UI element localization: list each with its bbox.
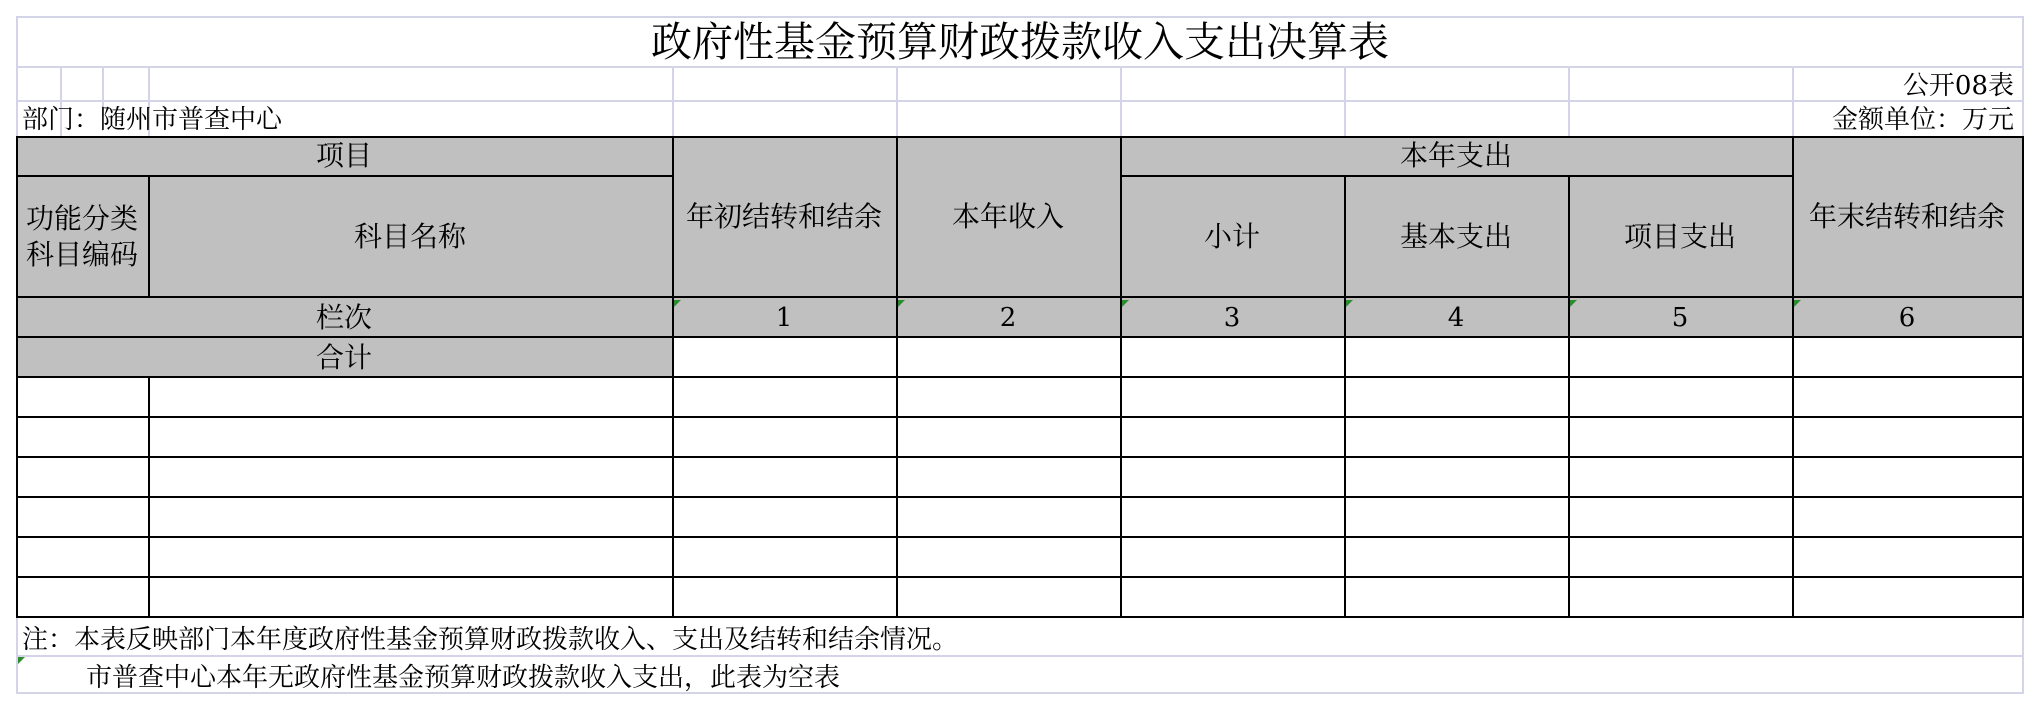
empty-statement: 市普查中心本年无政府性基金预算财政拨款收入支出，此表为空表 <box>86 663 841 693</box>
cell-flag-icon <box>898 300 905 307</box>
table-border <box>16 175 672 177</box>
table-border <box>16 416 2024 418</box>
department-label: 部门：随州市普查中心 <box>22 105 283 135</box>
table-border <box>148 378 150 618</box>
income-header: 本年收入 <box>951 200 1064 233</box>
table-border <box>1568 176 1570 618</box>
basic-expense-header: 基本支出 <box>1399 220 1512 253</box>
begin-balance-header: 年初结转和结余 <box>685 200 882 233</box>
cell-flag-icon <box>18 657 25 664</box>
table-note: 注：本表反映部门本年度政府性基金预算财政拨款收入、支出及结转和结余情况。 <box>22 625 959 655</box>
project-expense-header: 项目支出 <box>1623 220 1736 253</box>
table-border <box>1344 176 1346 618</box>
table-border <box>16 376 2024 378</box>
cell-flag-icon <box>1794 300 1801 307</box>
table-border <box>16 616 2024 618</box>
total-row-label: 合计 <box>315 341 372 374</box>
function-code-header: 功能分类 科目编码 <box>25 202 138 271</box>
table-border <box>16 136 18 618</box>
subtotal-header: 小计 <box>1203 220 1260 253</box>
column-number: 1 <box>775 303 793 333</box>
expense-group-header: 本年支出 <box>1399 139 1512 172</box>
table-border <box>16 576 2024 578</box>
table-border <box>16 296 2024 298</box>
column-number: 2 <box>999 303 1017 333</box>
column-number: 3 <box>1223 303 1241 333</box>
table-border <box>16 536 2024 538</box>
table-border <box>16 336 2024 338</box>
table-border <box>16 456 2024 458</box>
table-border <box>16 136 2024 138</box>
table-border <box>1792 136 1794 618</box>
project-header: 项目 <box>315 139 372 172</box>
table-border <box>148 176 150 298</box>
cell-flag-icon <box>1122 300 1129 307</box>
cell-flag-icon <box>674 300 681 307</box>
table-border <box>1120 175 1792 177</box>
page-title: 政府性基金预算财政拨款收入支出决算表 <box>651 18 1389 66</box>
table-border <box>1120 136 1122 618</box>
table-border <box>2022 136 2024 618</box>
column-number: 5 <box>1671 303 1689 333</box>
table-border <box>16 496 2024 498</box>
table-border <box>896 136 898 618</box>
cell-flag-icon <box>1346 300 1353 307</box>
cell-flag-icon <box>1570 300 1577 307</box>
subject-name-header: 科目名称 <box>353 220 466 253</box>
unit-label: 金额单位：万元 <box>1831 105 2014 135</box>
column-number: 6 <box>1898 303 1916 333</box>
table-border <box>672 136 674 618</box>
column-number: 4 <box>1447 303 1465 333</box>
form-code: 公开08表 <box>1902 71 2014 101</box>
end-balance-header: 年末结转和结余 <box>1808 200 2005 233</box>
column-index-label: 栏次 <box>315 301 372 334</box>
